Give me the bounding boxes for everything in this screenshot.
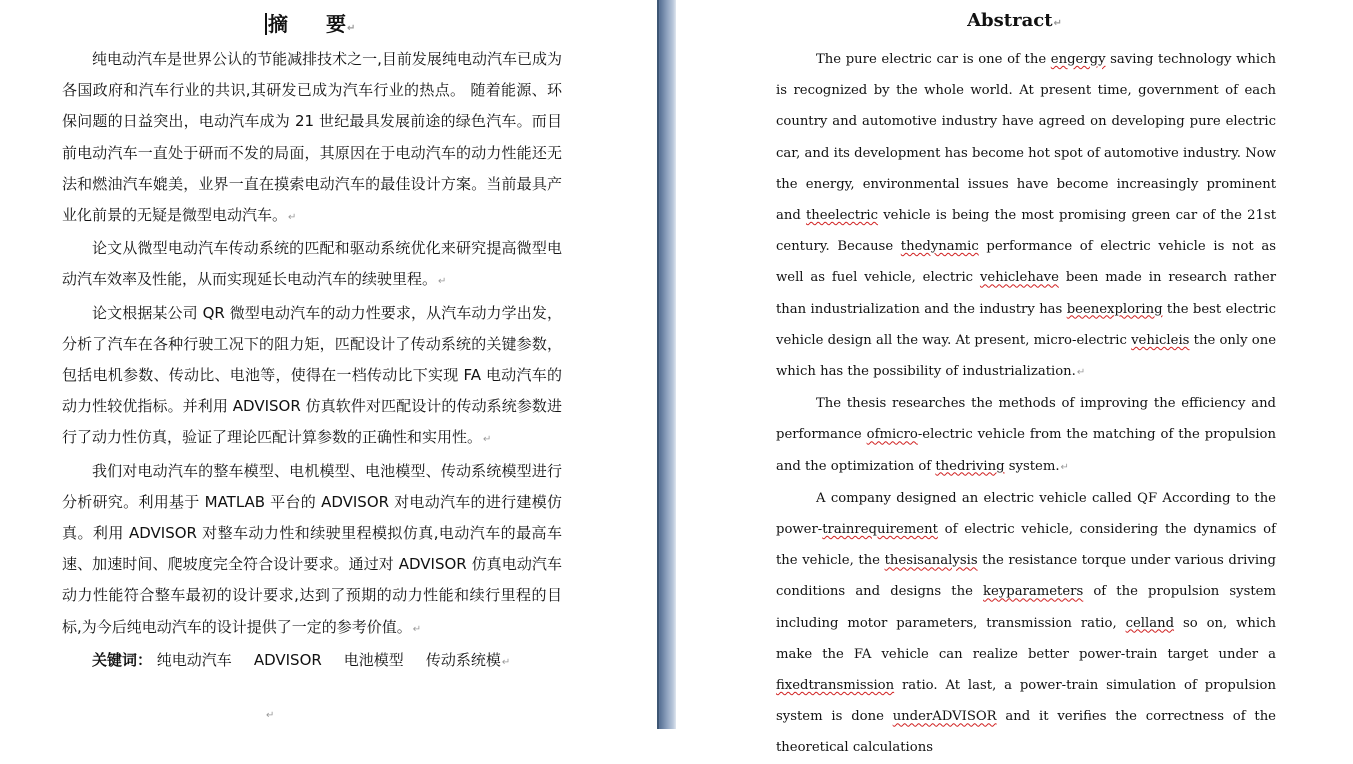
paragraph-mark-icon: ↵ <box>438 276 447 288</box>
spelling-error[interactable]: engergy <box>1050 52 1106 67</box>
spelling-error[interactable]: celland <box>1125 615 1175 631</box>
spelling-error[interactable]: trainrequirement <box>822 522 938 538</box>
chinese-abstract-body[interactable] <box>62 44 562 678</box>
page-gutter <box>657 0 676 729</box>
spelling-error[interactable]: ofmicro <box>866 427 918 443</box>
abstract-paragraph: The thesis researches the methods of improving the efficiency and performance ofmicro-electric vehicle from the matching of the propulsion and the optimization of thedriving system.↵ <box>776 396 1276 474</box>
page-title: 摘 要↵ <box>265 8 355 37</box>
keyword: 传动系统模 <box>425 650 501 669</box>
keywords-line <box>62 645 562 678</box>
keyword: ADVISOR <box>253 650 322 669</box>
paragraph-mark-icon: ↵ <box>483 434 492 446</box>
keywords-label: 关键词： <box>92 650 153 669</box>
paragraph-mark-icon: ↵ <box>1076 367 1086 379</box>
spelling-error[interactable]: thedynamic <box>900 239 979 255</box>
spelling-error[interactable]: underADVISOR <box>892 709 997 725</box>
spelling-error[interactable]: keyparameters <box>983 584 1084 600</box>
abstract-paragraph: The pure electric car is one of the engergy saving technology which is recognized by the whole world. At present time, government of each country and automotive industry have agreed on developing pure electric car, and its development has become hot spot of automotive industry. Now the energy, environmental issues have become increasingly prominent and theelectric vehicle is being the most promising green car of the 21st century. Because thedynamic performance of electric vehicle is not as well as fuel vehicle, electric vehiclehave been made in research rather than industrialization and the industry has beenexploring the best electric vehicle design all the way. At present, micro-electric vehicleis the only one which has the possibility of industrialization.↵ <box>776 52 1277 380</box>
keyword: 电池模型 <box>343 650 404 669</box>
abstract-paragraph: 论文从微型电动汽车传动系统的匹配和驱动系统优化来研究提高微型电动汽车效率及性能，从而实现延长电动汽车的续驶里程。↵ <box>62 239 562 289</box>
chinese-abstract-page <box>0 0 657 729</box>
english-abstract-body[interactable] <box>776 44 1276 764</box>
abstract-paragraph: 我们对电动汽车的整车模型、电机模型、电池模型、传动系统模型进行分析研究。利用基于 MATLAB 平台的 ADVISOR 对电动汽车的进行建模仿真。利用 ADVISOR 对整车动力性和续驶里程模拟仿真,电动汽车的最高车速、加速时间、爬坡度完全符合设计要求。通过对 ADVISOR 仿真电动汽车动力性能符合整车最初的设计要求,达到了预期的动力性能和续行里程的目标,为今后纯电动汽车的设计提供了一定的参考价值。↵ <box>62 461 562 636</box>
keyword: 纯电动汽车 <box>156 650 232 669</box>
abstract-paragraph: A company designed an electric vehicle called QF According to the power-trainrequirement of electric vehicle, considering the dynamics of the vehicle, the thesisanalysis the resistance torque under various driving conditions and designs the keyparameters of the propulsion system including motor parameters, transmission ratio, celland so on, which make the FA vehicle can realize better power-train target under a fixedtransmission ratio. At last, a power-train simulation of propulsion system is done underADVISOR and it verifies the correctness of the theoretical calculations <box>776 490 1276 756</box>
paragraph-mark-icon: ↵ <box>501 656 511 668</box>
english-abstract-page <box>676 0 1353 756</box>
paragraph-mark-icon: ↵ <box>347 23 356 34</box>
page-title: Abstract↵ <box>967 10 1062 31</box>
abstract-paragraph: 论文根据某公司 QR 微型电动汽车的动力性要求，从汽车动力学出发，分析了汽车在各种行驶工况下的阻力矩，匹配设计了传动系统的关键参数，包括电机参数、传动比、电池等，使得在一档传动比下实现 FA 电动汽车的动力性较优指标。并利用 ADVISOR 仿真软件对匹配设计的传动系统参数进行了动力性仿真，验证了理论匹配计算参数的正确性和实用性。↵ <box>62 303 562 447</box>
paragraph-mark-icon: ↵ <box>288 212 297 224</box>
paragraph-mark-icon: ↵ <box>412 623 422 635</box>
spelling-error[interactable]: vehicleis <box>1131 332 1190 348</box>
spelling-error[interactable]: thesisanalysis <box>884 553 978 569</box>
page-edge <box>657 0 659 729</box>
spelling-error[interactable]: thedriving <box>935 458 1005 474</box>
text-cursor <box>265 13 267 35</box>
spelling-error[interactable]: vehiclehave <box>979 270 1059 286</box>
abstract-paragraph: 纯电动汽车是世界公认的节能减排技术之一,目前发展纯电动汽车已成为各国政府和汽车行业的共识,其研发已成为汽车行业的热点。 随着能源、环保问题的日益突出，电动汽车成为 21 世纪最具发展前途的绿色汽车。而目前电动汽车一直处于研而不发的局面，其原因在于电动汽车的动力性能还无法和燃油汽车媲美，业界一直在摸索电动汽车的最佳设计方案。当前最具产业化前景的无疑是微型电动汽车。↵ <box>62 50 562 225</box>
spelling-error[interactable]: theelectric <box>806 208 879 224</box>
spelling-error[interactable]: beenexploring <box>1066 301 1163 317</box>
spelling-error[interactable]: fixedtransmission <box>776 678 895 694</box>
paragraph-mark-icon: ↵ <box>1060 461 1069 473</box>
paragraph-mark-icon: ↵ <box>266 710 275 721</box>
paragraph-mark-icon: ↵ <box>1053 18 1062 29</box>
